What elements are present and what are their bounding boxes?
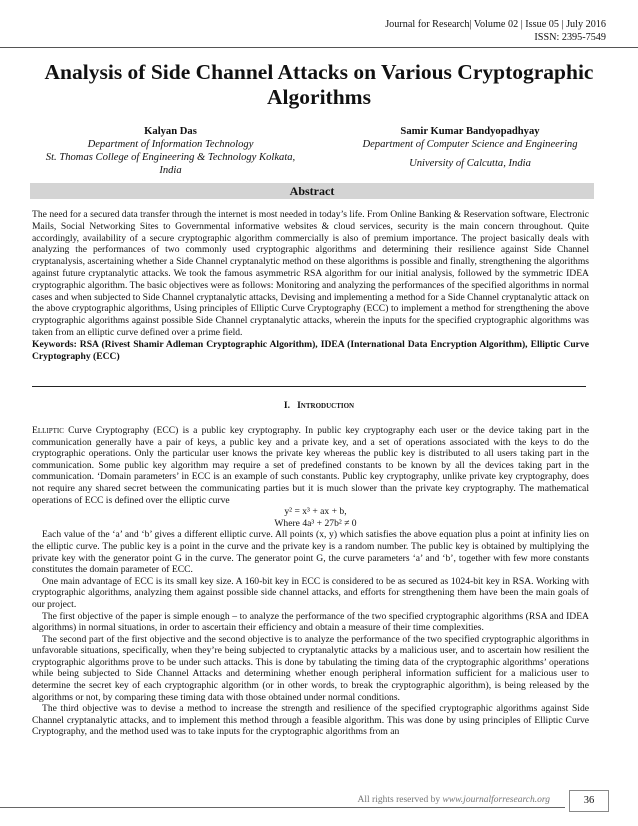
- journal-url-link[interactable]: www.journalforresearch.org: [442, 795, 550, 805]
- footer-rights: [358, 795, 550, 805]
- abstract-divider: [32, 386, 586, 387]
- author-affiliation: University of Calcutta, India: [409, 158, 531, 169]
- equation-condition: Where 4a³ + 27b² ≠ 0: [274, 517, 357, 529]
- section-heading: [0, 401, 638, 411]
- author-affiliation: St. Thomas College of Engineering & Technology Kolkata,: [45, 152, 296, 163]
- author-affiliation: Department of Information Technology: [87, 139, 254, 150]
- body-text: [32, 425, 589, 738]
- paragraph: One main advantage of ECC is its small key size. A 160-bit key in ECC is considered to be as secured as 1024-bit key in RSA. Working with cryptographic algorithms, analyzing them against possible side channel attacks, and efforts for strengthening them have been the main goals of our project.: [32, 575, 589, 610]
- abstract-heading: Abstract: [30, 183, 594, 199]
- author-name: Samir Kumar Bandyopadhyay: [400, 126, 540, 137]
- issn: ISSN: 2395-7549: [534, 32, 606, 43]
- keywords: Keywords: RSA (Rivest Shamir Adleman Cryptographic Algorithm), IDEA (International Data Encryption Algorithm), Elliptic Curve Cryptography (ECC): [32, 338, 589, 362]
- author-affiliation: Department of Computer Science and Engineering: [362, 139, 578, 150]
- paragraph: Each value of the ‘a’ and ‘b’ gives a different elliptic curve. All points (x, y) which satisfies the above equation plus a point at infinity lies on the elliptic curve. The public key is a point in the curve and the private key is a random number. The public key is obtained by multiplying the private key with the generator point G in the curve. The generator point G, the curve parameters ‘a’ and ‘b’, together with few more constants constitutes the domain parameter of ECC.: [32, 529, 589, 576]
- journal-header: [385, 18, 606, 44]
- author-2: [330, 125, 610, 170]
- page-number: 36: [569, 790, 609, 812]
- abstract: [32, 209, 589, 362]
- header-divider: [0, 47, 638, 48]
- author-affiliation: India: [159, 165, 182, 176]
- rights-text: All rights reserved by: [357, 795, 443, 805]
- paper-title: Analysis of Side Channel Attacks on Various Cryptographic Algorithms: [44, 60, 594, 109]
- author-name: Kalyan Das: [144, 126, 197, 137]
- journal-line: Journal for Research| Volume 02 | Issue 05 | July 2016: [385, 19, 606, 30]
- paragraph: [32, 425, 589, 506]
- paragraph: The third objective was to devise a method to increase the strength and resilience of the specified cryptographic algorithms against Side Channel cryptanalytic attacks, and to implement this method through a feasible algorithm. This was done by using principles of Elliptic Curve Cryptography, and the method used was to take inputs for the cryptographic algorithms from an: [32, 703, 589, 738]
- footer-divider: [0, 807, 565, 808]
- paragraph: The second part of the first objective and the second objective is to analyze the performance of the two specified cryptographic algorithms in unfavorable situations, specifically, when they’re being subjected to cryptanalytic attacks by a malicious user, and to ascertain how resilient the cryptographic algorithms prove to be under such attacks. This is done by tabulating the timing data of the cryptographic algorithms’ operations while being subjected to Side Channel Attacks and determining whether enough peripheral information sufficient for a malicious user to determine the secret key of each cryptographic algorithm (or in other words, to break the cryptographic algorithm), is being released by the algorithms or not, by comparing these timing data with those obtained under normal conditions.: [32, 633, 589, 703]
- paragraph: The first objective of the paper is simple enough – to analyze the performance of the two specified cryptographic algorithms (RSA and IDEA algorithms) in normal situations, in order to ascertain their efficiency and obtain a measure of their time complexities.: [32, 610, 589, 634]
- abstract-text: The need for a secured data transfer through the internet is most needed in today’s life. From Online Banking & Reservation software, Electronic Mails, Social Networking Sites to Governmental informative websites & cloud services, security is the main concern throughout. Quite accordingly, availability of a secure cryptographic algorithm commercially is also of premium importance. The project basically deals with analyzing the performances of two commonly used cryptographic algorithms and determining their resilience against Side Channel cryptanalysis, ascertaining whether a Side Channel cryptanalytic method on these algorithms is possible and finally, strengthening the algorithms against future cryptanalytic attacks. We took the famous asymmetric RSA algorithm for our initial analysis, followed by the symmetric IDEA cryptographic algorithm. The basic objectives were as follows: Monitoring and analyzing the performances of the specified algorithms in normal cases and when subjected to Side Channel cryptanalytic attacks, Devising and implementing a method for a Side Channel cryptanalytic attack on the above cryptographic algorithms, Using principles of Elliptic Curve Cryptography (ECC) to implement a method for strengthening the above cryptographic algorithms against possible Side Channel cryptanalytic attacks, wherein the inputs for the specified cryptographic algorithms was taken from an elliptic curve defined over a prime field.: [32, 209, 590, 338]
- paragraph-lead: Elliptic: [32, 425, 64, 436]
- paragraph-text: Curve Cryptography (ECC) is a public key cryptography. In public key cryptography each user or the device taking part in the communication generally have a pair of keys, a public key and a private key, and a set of operations associated with the keys to do the cryptographic operations. Only the particular user knows the private key whereas the public key is distributed to all users taking part in the communication. Some public key algorithm may require a set of predefined constants to be known by all the devices taking part in the communication. ‘Domain parameters’ in ECC is an example of such constants. Public key cryptography, unlike private key cryptography, does not require any shared secret between the communicating parties but it is much slower than the private key cryptography. The mathematical operations of ECC is defined over the elliptic curve: [32, 425, 589, 506]
- author-1: [38, 125, 303, 177]
- section-title: Introduction: [297, 401, 355, 411]
- section-number: I.: [283, 401, 290, 411]
- equation: y² = x³ + ax + b,: [284, 506, 347, 518]
